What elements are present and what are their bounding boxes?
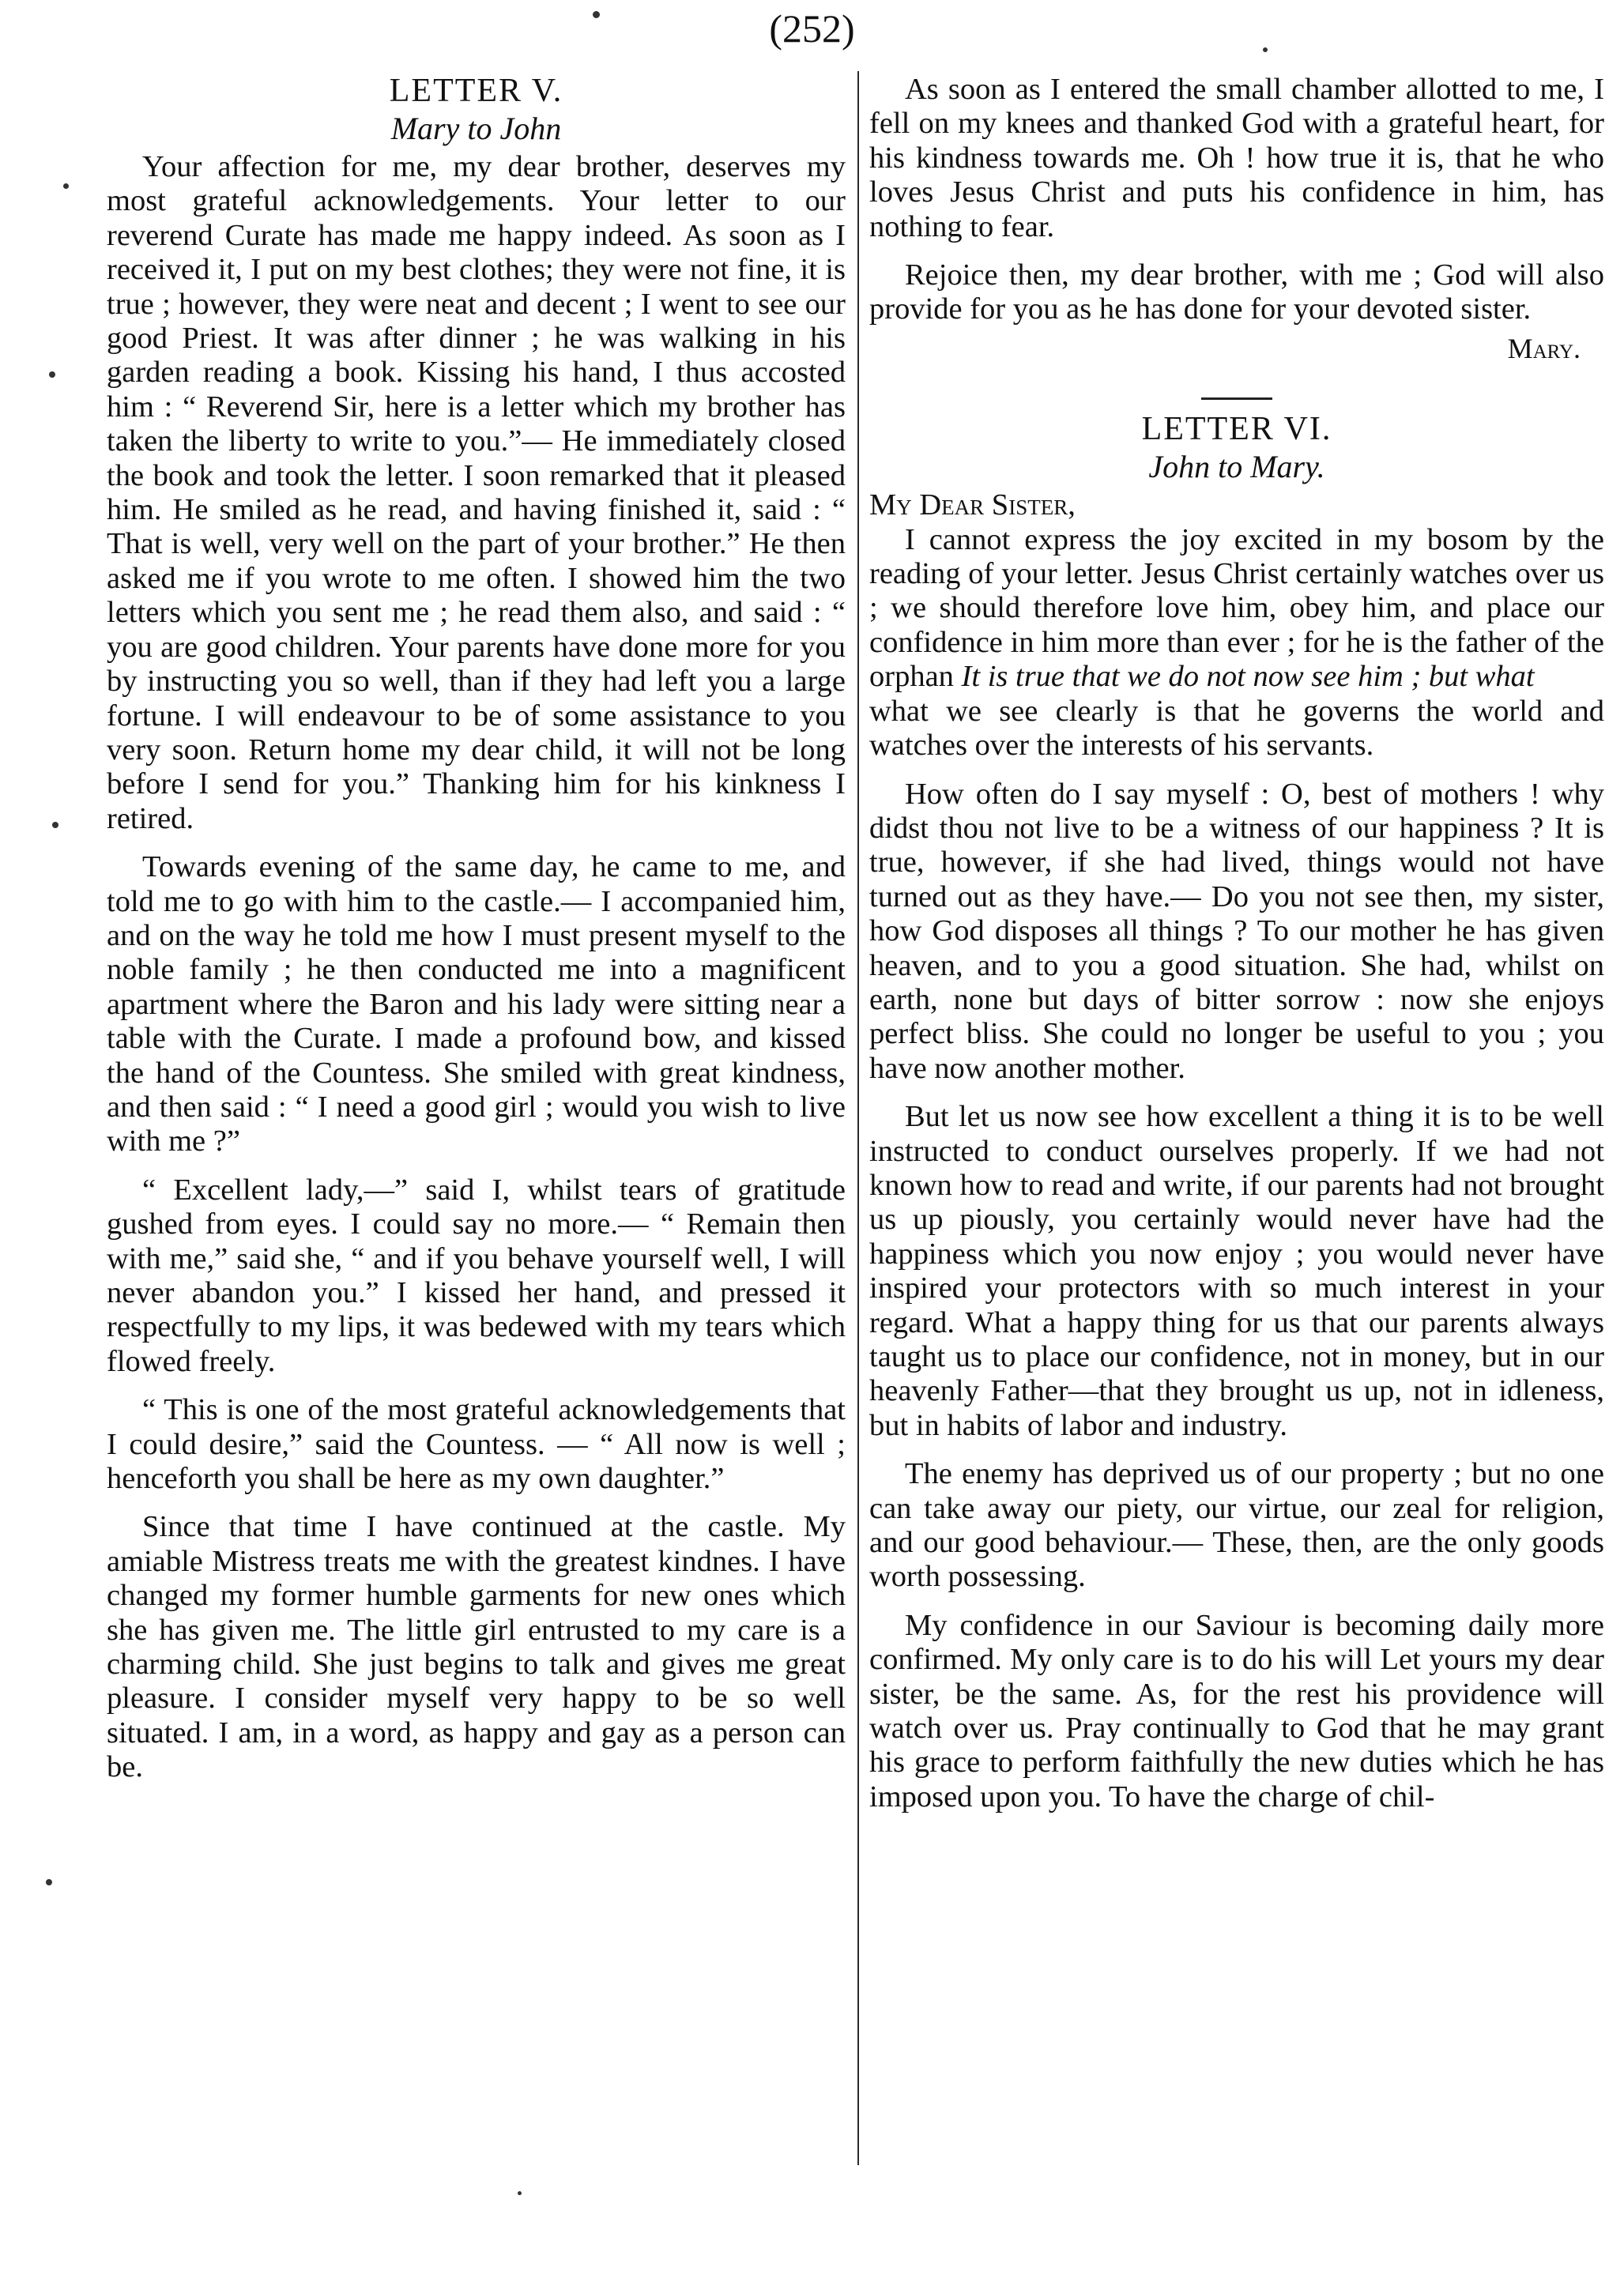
letter-6-paragraph-5: My confidence in our Saviour is becoming daily more confirmed. My only care is to do his will Let yours my dear sister, be the same. As, for the rest his providence will watch over us. Pray continually to God that he may grant his grace to perform faithfully the new duties which he has imposed upon you. To have the charge of chil- (869, 1608, 1604, 1814)
letter-6-paragraph-1-text: I cannot express the joy excited in my bosom by the reading of your letter. Jesus Christ certainly watches over us ; we should therefore love him, obey him, and place our confidence in him more than ever ; for he is the father of the orphan (869, 522, 1604, 694)
letter-5-paragraph-6: As soon as I entered the small chamber allotted to me, I fell on my knees and thanked God with a grateful heart, for his kindness towards me. Oh ! how true it is, that he who loves Jesus Christ and puts his confidence in him, has nothing to fear. (869, 73, 1604, 243)
letter-5-paragraph-4: “ This is one of the most grateful acknowledgements that I could desire,” said the Countess. — “ All now is well ; henceforth you shall be here as my own daughter.” (107, 1393, 846, 1496)
letter-5-paragraph-7: Rejoice then, my dear brother, with me ; God will also provide for you as he has done for your devoted sister. (869, 258, 1604, 326)
letter-6-paragraph-1 (869, 523, 1604, 695)
section-rule (1201, 397, 1272, 400)
column-divider (857, 71, 859, 2165)
left-column (107, 71, 846, 1799)
letter-6-italic-phrase: It is true that we do not now see him ; but what (961, 660, 1535, 694)
letter-5-heading: LETTER V. (389, 73, 563, 109)
speck (46, 1879, 52, 1885)
letter-5-paragraph-5: Since that time I have continued at the castle. My amiable Mistress treats me with the greatest kindnes. I have changed my former humble garments for new ones which she has given me. The little girl entrusted to my care is a charming child. She just begins to talk and gives me great pleasure. I consider myself very happy to be so well situated. I am, in a word, as happy and gay as a person can be. (107, 1510, 846, 1784)
speck (63, 183, 69, 189)
letter-6-paragraph-1-continued: what we see clearly is that he governs the world and watches over the interests of his servants. (869, 694, 1604, 763)
right-column (869, 73, 1604, 1829)
speck (518, 2191, 522, 2195)
letter-6-subheading: John to Mary. (1148, 449, 1325, 485)
letter-5-signature: Mary. (1507, 332, 1581, 364)
speck (49, 371, 55, 378)
speck (593, 11, 600, 18)
speck (52, 822, 58, 828)
letter-6-salutation: My Dear Sister, (869, 488, 1076, 522)
letter-5-paragraph-1: Your affection for me, my dear brother, deserves my most grateful acknowledgements. Your letter to our reverend Curate has made me happy indeed. As soon as I received it, I put on my best clothes; they were not fine, it is true ; however, they were neat and decent ; I went to see our good Priest. It was after dinner ; he was walking in his garden reading a book. Kissing his hand, I thus accosted him : “ Reverend Sir, here is a letter which my brother has taken the liberty to write to you.”— He immediately closed the book and took the letter. I soon remarked that it pleased him. He smiled as he read, and having finished it, said : “ That is well, very well on the part of your brother.” He then asked me if you wrote to me often. I showed him the two letters which you sent me ; he read them also, and said : “ you are good children. Your parents have done more for you by instructing you so well, than if they had left you a large fortune. I will endeavour to be of some assistance to you very soon. Return home my dear child, it will not be long before I send for you.” Thanking him for his kinkness I retired. (107, 150, 846, 835)
letter-5-subheading: Mary to John (390, 111, 562, 146)
letter-6-paragraph-2: How often do I say myself : O, best of mothers ! why didst thou not live to be a witness of our happiness ? It is true, however, if she had lived, things would not have turned out as they have.— Do you not see then, my sister, how God disposes all things ? To our mother he has given heaven, and to you a good situation. She had, whilst on earth, none but days of bitter sorrow : now she enjoys perfect bliss. She could no longer be useful to you ; you have now another mother. (869, 777, 1604, 1085)
letter-5-paragraph-3: “ Excellent lady,—” said I, whilst tears of gratitude gushed from eyes. I could say no more.— “ Remain then with me,” said she, “ and if you behave yourself well, I will never abandon you.” I kissed her hand, and pressed it respectfully to my lips, it was bedewed with my tears which flowed freely. (107, 1173, 846, 1378)
letter-6-paragraph-4: The enemy has deprived us of our property ; but no one can take away our piety, our virtue, our zeal for religion, and our good behaviour.— These, then, are the only goods worth possessing. (869, 1457, 1604, 1594)
letter-6-heading: LETTER VI. (1141, 411, 1332, 448)
letter-5-paragraph-2: Towards evening of the same day, he came to me, and told me to go with him to the castle.— I accompanied him, and on the way he told me how I must present myself to the noble family ; he then conducted me into a magnificent apartment where the Baron and his lady were sitting near a table with the Curate. I made a profound bow, and kissed the hand of the Countess. She smiled with great kindness, and then said : “ I need a good girl ; would you wish to live with me ?” (107, 850, 846, 1158)
speck (1263, 47, 1268, 52)
page-number: (252) (769, 6, 855, 51)
letter-6-paragraph-3: But let us now see how excellent a thing it is to be well instructed to conduct ourselves properly. If we had not known how to read and write, if our parents had not brought us up piously, you certainly would never have had the happiness which you now enjoy ; you would never have inspired your protectors with so much interest in your regard. What a happy thing for us that our parents always taught us to place our confidence, not in money, but in our heavenly Father—that they brought us up, not in idleness, but in habits of labor and industry. (869, 1100, 1604, 1442)
